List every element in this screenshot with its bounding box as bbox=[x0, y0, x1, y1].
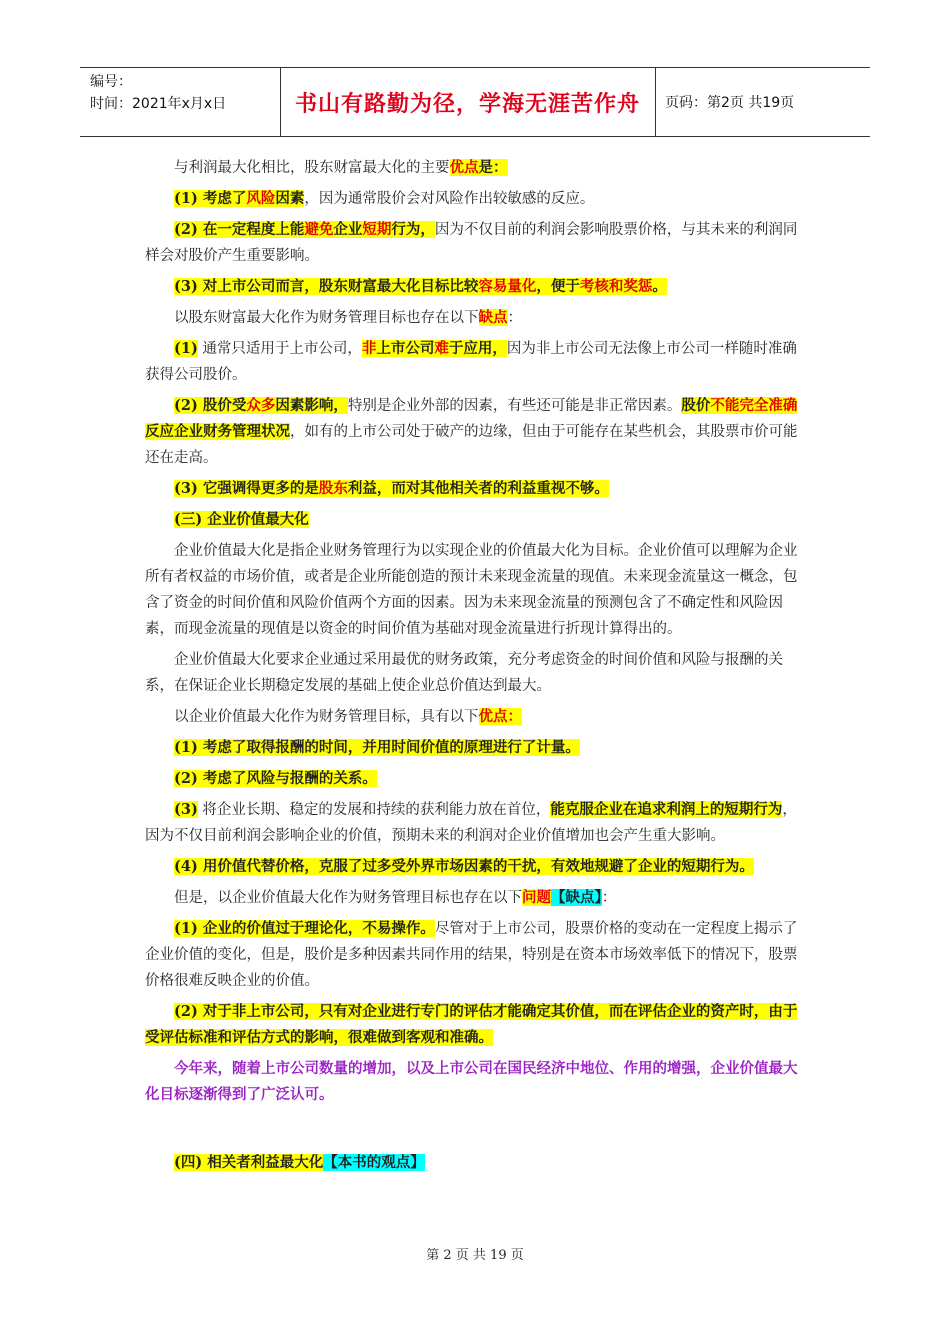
time-label: 时间：2021年x月x日 bbox=[90, 96, 227, 112]
paragraph: (2) 考虑了风险与报酬的关系。 bbox=[174, 770, 377, 787]
paragraph: 以股东财富最大化作为财务管理目标也存在以下缺点： bbox=[174, 309, 522, 326]
paragraph: (3) 它强调得更多的是股东利益，而对其他相关者的利益重视不够。 bbox=[174, 480, 609, 497]
paragraph: (3) 将企业长期、稳定的发展和持续的获利能力放在首位，能克服企业在追求利润上的短期行为，因为不仅目前利润会影响企业的价值，预期未来的利润对企业价值增加也会产生重大影响。 bbox=[145, 801, 797, 844]
paragraph: 企业价值最大化要求企业通过采用最优的财务政策，充分考虑资金的时间价值和风险与报酬的关系，在保证企业长期稳定发展的基础上使企业总价值达到最大。 bbox=[145, 652, 783, 694]
paragraph: 与利润最大化相比，股东财富最大化的主要优点是： bbox=[174, 159, 508, 176]
header-meta bbox=[80, 68, 281, 136]
paragraph: (1) 企业的价值过于理论化，不易操作。尽管对于上市公司，股票价格的变动在一定程度上揭示了企业价值的变化，但是，股价是多种因素共同作用的结果，特别是在资本市场效率低下的情况下，股票价格很难反映企业的价值。 bbox=[145, 920, 798, 989]
paragraph: 今年来，随着上市公司数量的增加，以及上市公司在国民经济中地位、作用的增强，企业价值最大化目标逐渐得到了广泛认可。 bbox=[145, 1060, 798, 1103]
paragraph: 企业价值最大化是指企业财务管理行为以实现企业的价值最大化为目标。企业价值可以理解为企业所有者权益的市场价值，或者是企业所能创造的预计未来现金流量的现值。未来现金流量这一概念，包含了资金的时间价值和风险价值两个方面的因素。因为未来现金流量的预测包含了不确定性和风险因素，而现金流量的现值是以资金的时间价值为基础对现金流量进行折现计算得出的。 bbox=[145, 543, 798, 637]
paragraph: (3) 对上市公司而言，股东财富最大化目标比较容易量化，便于考核和奖惩。 bbox=[174, 278, 667, 295]
number-label: 编号： bbox=[90, 74, 132, 90]
paragraph: (1) 考虑了取得报酬的时间，并用时间价值的原理进行了计量。 bbox=[174, 739, 580, 756]
paragraph: (1) 通常只适用于上市公司，非上市公司难于应用，因为非上市公司无法像上市公司一样随时准确获得公司股价。 bbox=[145, 340, 797, 383]
paragraph: (2) 股价受众多因素影响，特别是企业外部的因素，有些还可能是非正常因素。股价不能完全准确反应企业财务管理状况，如有的上市公司处于破产的边缘，但由于可能存在某些机会，其股票市价可能还在走高。 bbox=[145, 397, 798, 466]
section-heading: (四) 相关者利益最大化【本书的观点】 bbox=[174, 1154, 425, 1171]
motto: 书山有路勤为径，学海无涯苦作舟 bbox=[280, 68, 656, 136]
paragraph: 但是，以企业价值最大化作为财务管理目标也存在以下问题【缺点】： bbox=[174, 889, 617, 906]
page-footer: 第 2 页 共 19 页 bbox=[426, 1248, 524, 1263]
paragraph: (4) 用价值代替价格，克服了过多受外界市场因素的干扰，有效地规避了企业的短期行为。 bbox=[174, 858, 754, 875]
page-info: 页码：第2页 共19页 bbox=[665, 95, 795, 111]
document-body bbox=[145, 155, 807, 1181]
paragraph: 以企业价值最大化作为财务管理目标，具有以下优点： bbox=[174, 708, 522, 725]
paragraph: (1) 考虑了风险因素，因为通常股价会对风险作出较敏感的反应。 bbox=[174, 190, 595, 207]
section-heading: (三) 企业价值最大化 bbox=[174, 511, 309, 528]
paragraph: (2) 对于非上市公司，只有对企业进行专门的评估才能确定其价值，而在评估企业的资产时，由于受评估标准和评估方式的影响，很难做到客观和准确。 bbox=[145, 1003, 798, 1046]
paragraph: (2) 在一定程度上能避免企业短期行为，因为不仅目前的利润会影响股票价格，与其未来的利润同样会对股价产生重要影响。 bbox=[145, 221, 798, 264]
header-table bbox=[80, 67, 870, 137]
